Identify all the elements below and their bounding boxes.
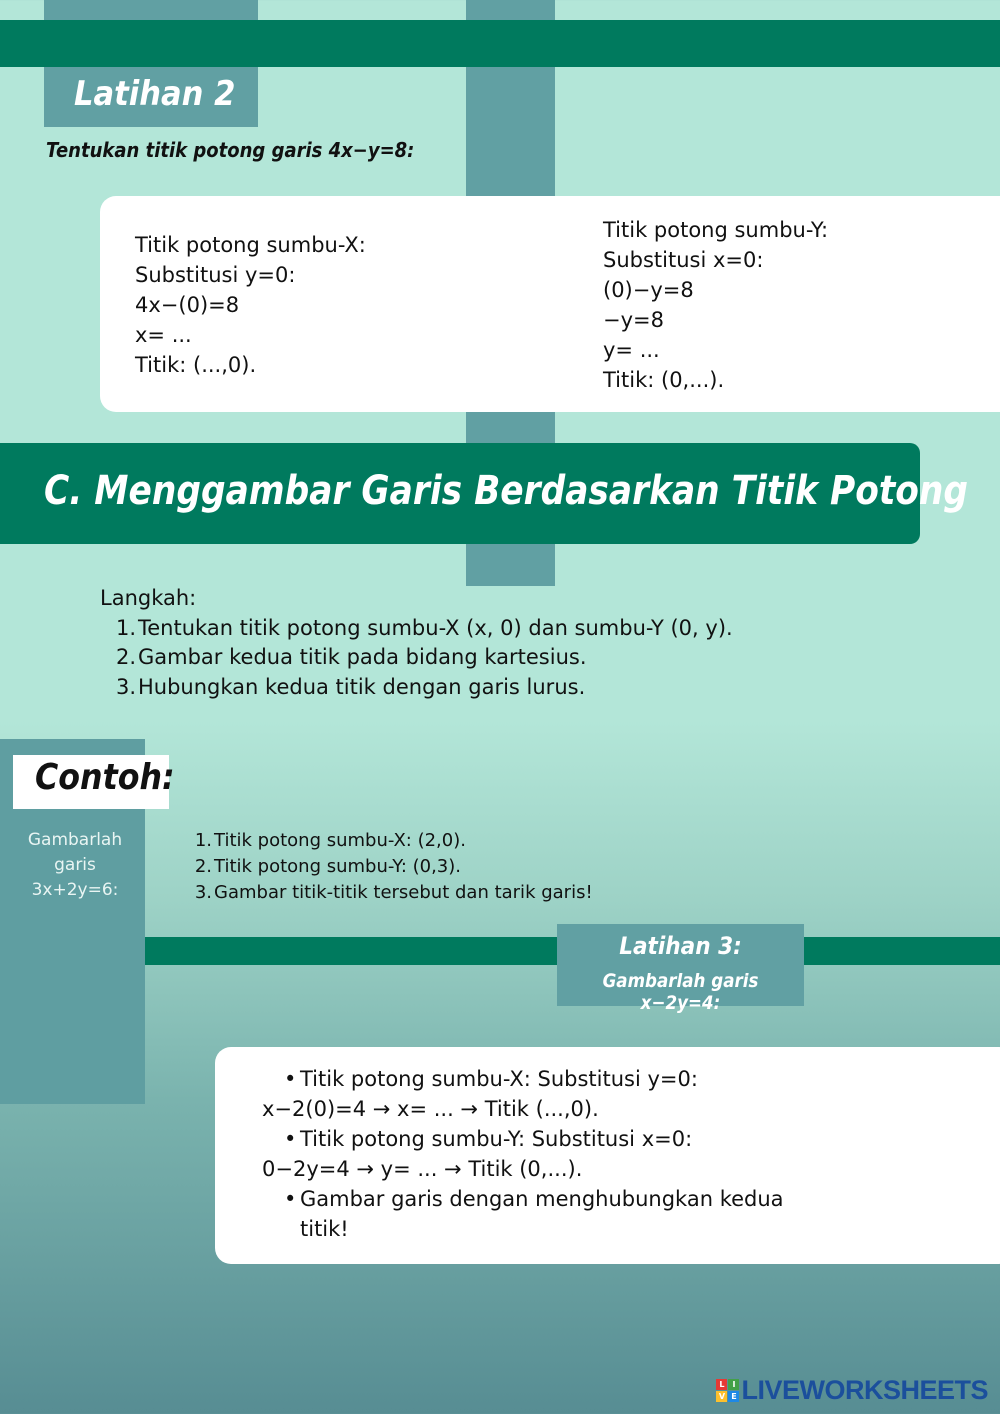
list-item: [190, 828, 593, 854]
y-intercept-line: −y=8: [603, 308, 664, 332]
example-prompt-line: garis: [54, 855, 96, 875]
x-intercept-line: Substitusi y=0:: [135, 263, 296, 287]
list-item: [100, 643, 733, 673]
logo-letter: E: [728, 1391, 739, 1402]
step-text: Titik potong sumbu-Y: (0,3).: [214, 856, 462, 877]
latihan3-instruction: Gambarlah garis x−2y=4:: [602, 970, 759, 1014]
example-steps: [190, 828, 593, 906]
x-intercept-line: x= ...: [135, 323, 192, 347]
latihan2-instruction: Tentukan titik potong garis 4x−y=8:: [46, 138, 415, 162]
x-intercept-line: Titik: (...,0).: [135, 353, 257, 377]
x-intercept-line: Titik potong sumbu-X:: [135, 233, 366, 257]
y-intercept-line: Substitusi x=0:: [603, 248, 764, 272]
list-item: • Titik potong sumbu-X: Substitusi y=0:: [262, 1064, 784, 1094]
logo-mark-icon: [716, 1379, 739, 1402]
latihan2-title: Latihan 2: [74, 74, 236, 114]
step-text: Titik potong sumbu-X: (2,0).: [214, 830, 466, 851]
answer-line: 0−2y=4 → y= ... → Titik (0,...).: [262, 1157, 583, 1181]
step-text: Tentukan titik potong sumbu-X (x, 0) dan sumbu-Y (0, y).: [138, 615, 733, 640]
example-prompt-line: 3x+2y=6:: [31, 880, 119, 900]
section-c-title: C. Menggambar Garis Berdasarkan Titik Potong: [44, 468, 969, 514]
logo-letter: L: [716, 1379, 727, 1390]
step-text: Hubungkan kedua titik dengan garis lurus.: [138, 674, 586, 699]
step-number: 2.: [115, 645, 136, 669]
step-number: 1.: [194, 830, 212, 851]
list-item: [100, 673, 733, 703]
step-number: 3.: [194, 882, 212, 903]
step-text: Gambar titik-titik tersebut dan tarik garis!: [214, 882, 593, 903]
step-number: 3.: [115, 674, 136, 699]
y-intercept-line: Titik potong sumbu-Y:: [603, 218, 829, 242]
x-intercept-line: 4x−(0)=8: [135, 293, 240, 317]
steps-label: Langkah:: [100, 586, 197, 610]
y-intercept-line: Titik: (0,...).: [603, 368, 725, 392]
step-text: Gambar kedua titik pada bidang kartesius.: [138, 645, 587, 669]
latihan3-title: Latihan 3:: [619, 932, 742, 960]
list-item: • Gambar garis dengan menghubungkan kedua: [262, 1184, 784, 1214]
list-item: [190, 880, 593, 906]
list-item: • Titik potong sumbu-Y: Substitusi x=0:: [262, 1124, 784, 1154]
list-item: [100, 614, 733, 644]
logo-letter: V: [716, 1391, 727, 1402]
liveworksheets-logo: [716, 1375, 988, 1406]
example-label: Contoh:: [35, 757, 175, 798]
step-number: 2.: [194, 856, 212, 877]
header-band: [0, 20, 1000, 67]
latihan3-answer-text: [262, 1064, 784, 1244]
answer-line: titik!: [300, 1217, 349, 1241]
x-intercept-column: [135, 230, 366, 380]
decor-block-top-left: [44, 0, 258, 20]
step-number: 1.: [115, 615, 136, 640]
steps-list: [100, 584, 733, 702]
y-intercept-line: y= ...: [603, 338, 660, 362]
y-intercept-column: [603, 215, 828, 395]
logo-letter: I: [728, 1379, 739, 1390]
logo-text: LIVEWORKSHEETS: [741, 1375, 988, 1405]
list-item: [190, 854, 593, 880]
example-prompt-line: Gambarlah: [27, 830, 123, 850]
example-prompt: [0, 828, 150, 903]
answer-line: x−2(0)=4 → x= ... → Titik (...,0).: [262, 1097, 599, 1121]
y-intercept-line: (0)−y=8: [603, 278, 694, 302]
